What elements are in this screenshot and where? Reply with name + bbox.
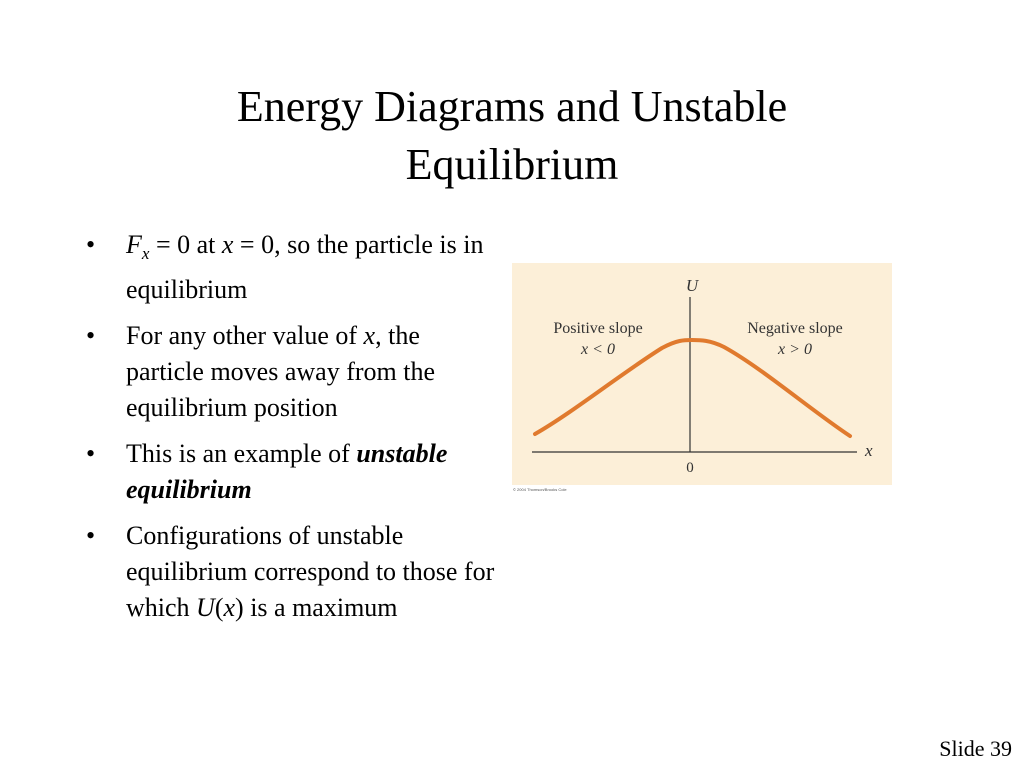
bullet-item-4 bbox=[84, 518, 504, 626]
bullet-4-function: U bbox=[196, 593, 215, 622]
bullet-1-variable: x bbox=[221, 230, 234, 259]
bullet-2-pre: For any other value of bbox=[126, 321, 364, 350]
bullet-4-pre: Configurations of unstable equilibrium correspond to those for which bbox=[126, 521, 495, 622]
bullet-4-paren: ( bbox=[214, 593, 224, 622]
title-line-1: Energy Diagrams and Unstable bbox=[236, 82, 788, 131]
bullet-2-variable: x bbox=[363, 321, 376, 350]
energy-diagram-figure bbox=[512, 263, 892, 485]
bullet-2-post: , the particle moves away from the equilibrium position bbox=[126, 321, 435, 422]
y-axis-label: U bbox=[685, 276, 699, 295]
figure-copyright: © 2004 Thomson/Brooks Cole bbox=[513, 487, 567, 492]
bullet-marker: • bbox=[86, 321, 96, 350]
bullet-1-rest: = 0, so the particle is in equilibrium bbox=[126, 230, 484, 304]
title-line-2: Equilibrium bbox=[405, 140, 619, 189]
negative-slope-label: Negative slope bbox=[747, 320, 843, 337]
origin-label: 0 bbox=[686, 460, 694, 476]
positive-x-label: x > 0 bbox=[778, 341, 812, 358]
bullet-1-equals: = 0 at bbox=[149, 230, 222, 259]
bullet-3-emphasis: unstable equilibrium bbox=[126, 439, 448, 504]
slide-number: Slide 39 bbox=[939, 736, 1012, 761]
bullet-item-1 bbox=[84, 227, 504, 308]
bullet-3-pre: This is an example of bbox=[126, 439, 357, 468]
bullet-4-variable: x bbox=[223, 593, 236, 622]
energy-diagram-svg bbox=[512, 263, 892, 485]
x-axis-label: x bbox=[865, 441, 873, 460]
bullet-marker: • bbox=[86, 439, 96, 468]
negative-x-label: x < 0 bbox=[581, 341, 615, 358]
bullet-marker: • bbox=[86, 521, 96, 550]
bullet-marker: • bbox=[86, 230, 96, 259]
slide-title bbox=[0, 78, 1024, 194]
positive-slope-label: Positive slope bbox=[553, 320, 643, 337]
bullet-4-post: ) is a maximum bbox=[235, 593, 398, 622]
force-subscript: x bbox=[141, 244, 150, 263]
bullet-list bbox=[84, 227, 504, 636]
bullet-item-2 bbox=[84, 318, 504, 426]
bullet-item-3 bbox=[84, 436, 504, 508]
force-symbol: F bbox=[126, 230, 142, 259]
